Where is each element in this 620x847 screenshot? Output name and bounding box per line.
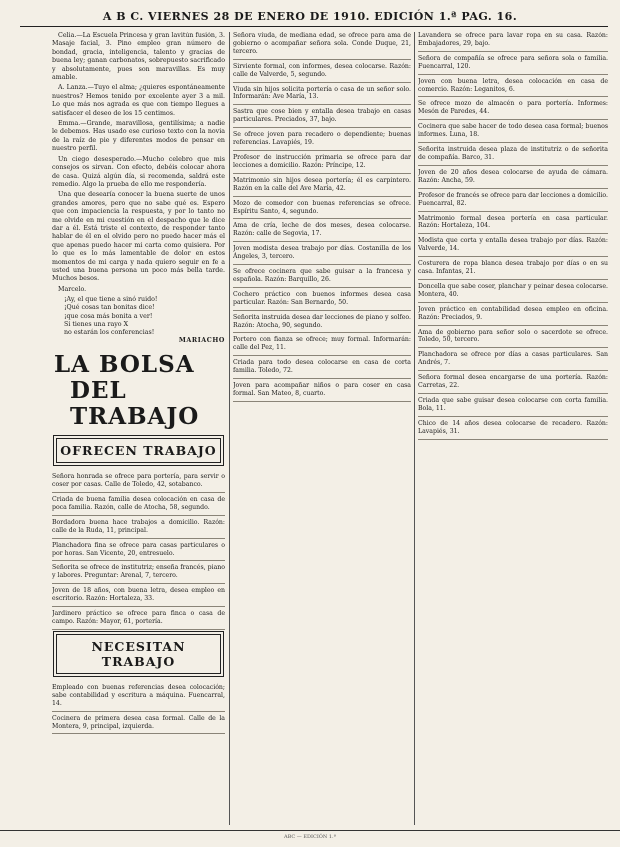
classified-ad: Señorita instruida desea plaza de institutriz o de señorita de compañía. Barco, 31. <box>418 146 608 166</box>
ofrecen-list <box>52 473 225 630</box>
correspondence-paragraph: Celia.—La Escuela Princesa y gran lavitún fusión, 3. Masaje facial, 3. Pino empleo gran número de bondad, gracia, inteligencia, talento y gracias de buena ley; ganan carbonatos, sobrepuesto sacrificado y absolutamente, pues son maravillas. Es muy amable. <box>52 32 225 82</box>
classified-ad: Señorita instruida desea dar lecciones de piano y solfeo. Razón: Atocha, 90, segundo. <box>233 314 411 334</box>
verse-line: ¡que cosa más bonita a ver! <box>64 312 153 320</box>
verse-line: ¡Qué cosas tan bonitas dice! <box>64 304 155 312</box>
classified-ad: Viuda sin hijos solicita portería o casa de un señor solo. Informarán: Ave María, 13. <box>233 86 411 106</box>
correspondence-paragraph: Marcelo. <box>58 285 87 293</box>
column-divider <box>414 32 415 825</box>
column-two <box>233 32 411 825</box>
classified-ad: Chico de 14 años desea colocarse de recadero. Razón: Lavapiés, 31. <box>418 420 608 440</box>
classified-ad: Criada para todo desea colocarse en casa de corta familia. Toledo, 72. <box>233 359 411 379</box>
classified-ad: Joven para acompañar niños o para coser en casa formal. San Mateo, 8, cuarto. <box>233 382 411 402</box>
classified-ad: Planchadora fina se ofrece para casas particulares o por horas. San Vicente, 20, entresuelo. <box>52 542 225 562</box>
classified-ad: Joven de 20 años desea colocarse de ayuda de cámara. Razón: Ancha, 59. <box>418 169 608 189</box>
correspondence-paragraph: A. Lanza.—Tuyo el alma; ¿quieres espontáneamente nuestros? Hemos tenido por excelente ayer 3 a mil. Lo que más nos agrada es que con tiempo llegues a satisfacer el deseo de los 15 centimos. <box>52 84 225 117</box>
classified-ad: Cochero práctico con buenos informes desea casa particular. Razón: San Bernardo, 50. <box>233 291 411 311</box>
classified-ad: Señora honrada se ofrece para portería, para servir o coser por casas. Calle de Toledo, 42, sotabanco. <box>52 473 225 493</box>
classified-ad: Matrimonio sin hijos desea portería; él es carpintero. Razón en la calle del Ave María, 42. <box>233 177 411 197</box>
classified-ad: Jardinero práctico se ofrece para finca o casa de campo. Razón: Mayor, 61, portería. <box>52 610 225 630</box>
necesitan-list <box>52 684 225 735</box>
section-title: DEL TRABAJO <box>70 377 200 431</box>
classified-ad: Planchadora se ofrece por días a casas particulares. San Andrés, 7. <box>418 351 608 371</box>
classified-ad: Sirviente formal, con informes, desea colocarse. Razón: calle de Valverde, 5, segundo. <box>233 63 411 83</box>
classified-ad: Se ofrece joven para recadero o dependiente; buenas referencias. Lavapiés, 19. <box>233 131 411 151</box>
classified-ad: Se ofrece mozo de almacén o para portería. Informes: Mesón de Paredes, 44. <box>418 100 608 120</box>
classified-ad: Señora formal desea encargarse de una portería. Razón: Carretas, 22. <box>418 374 608 394</box>
classified-ad: Doncella que sabe coser, planchar y peinar desea colocarse. Montera, 40. <box>418 283 608 303</box>
ofrecen-heading: OFRECEN TRABAJO <box>56 438 221 463</box>
classified-ad: Profesor de instrucción primaria se ofrece para dar lecciones a domicilio. Razón: Príncipe, 12. <box>233 154 411 174</box>
column-one <box>52 32 225 825</box>
classified-ad: Empleado con buenas referencias desea colocación; sabe contabilidad y escritura a máquina. Fuencarral, 14. <box>52 684 225 712</box>
classified-ad: Cocinera de primera desea casa formal. Calle de la Montera, 9, principal, izquierda. <box>52 715 225 735</box>
classified-ad: Joven práctico en contabilidad desea empleo en oficina. Razón: Preciados, 9. <box>418 306 608 326</box>
classified-ad: Mozo de comedor con buenas referencias se ofrece. Espíritu Santo, 4, segundo. <box>233 200 411 220</box>
classified-ad: Lavandera se ofrece para lavar ropa en su casa. Razón: Embajadores, 29, bajo. <box>418 32 608 52</box>
classified-ad: Joven modista desea trabajo por días. Costanilla de los Ángeles, 3, tercero. <box>233 245 411 265</box>
classified-ad: Matrimonio formal desea portería en casa particular. Razón: Hortaleza, 104. <box>418 215 608 235</box>
classified-ad: Modista que corta y entalla desea trabajo por días. Razón: Valverde, 14. <box>418 237 608 257</box>
correspondence-paragraph: Un ciego desesperado.—Mucho celebro que mis consejos os sirvan. Con efecto, debéis colocar ahora de casa. Quizá algún día, si recomenda, saldrá este remedio. Algo la prueba de ello me respondería. <box>52 155 225 188</box>
classified-ad: Criada que sabe guisar desea colocarse con corta familia. Bola, 11. <box>418 397 608 417</box>
signature: MARIACHO <box>178 337 225 345</box>
classified-ad: Profesor de francés se ofrece para dar lecciones a domicilio. Fuencarral, 82. <box>418 192 608 212</box>
correspondence-paragraph: Emma.—Grande, maravillosa, gentilísima; a nadie le debemos. Has usado ese curioso texto con la novia de la raíz de pie y diferentes modos de pensar en nuestro perfil. <box>52 120 225 153</box>
classified-ad: Sastra que cose bien y entalla desea trabajo en casas particulares. Preciados, 37, bajo. <box>233 108 411 128</box>
classified-ad: Se ofrece cocinera que sabe guisar a la francesa y española. Razón: Barquillo, 26. <box>233 268 411 288</box>
correspondence-section <box>52 32 225 344</box>
classified-ad: Señora de compañía se ofrece para señora sola o familia. Fuencarral, 120. <box>418 55 608 75</box>
column-divider <box>229 32 230 825</box>
classified-ad: Joven con buena letra, desea colocación en casa de comercio. Razón: Leganitos, 6. <box>418 78 608 98</box>
classified-ad: Cocinera que sabe hacer de todo desea casa formal; buenos informes. Luna, 18. <box>418 123 608 143</box>
classified-ad: Ama de gobierno para señor solo o sacerdote se ofrece. Toledo, 50, tercero. <box>418 329 608 349</box>
classified-ad: Ama de cría, leche de dos meses, desea colocarse. Razón: calle de Segovia, 17. <box>233 222 411 242</box>
header-rule <box>20 26 608 27</box>
classified-ad: Señora viuda, de mediana edad, se ofrece para ama de gobierno o acompañar señora sola. Conde Duque, 21, tercero. <box>233 32 411 60</box>
section-title: LA BOLSA <box>54 351 195 379</box>
classified-ad: Señorita se ofrece de institutriz; enseña francés, piano y labores. Preguntar: Arenal, 7, tercero. <box>52 564 225 584</box>
correspondence-paragraph: Una que desearía conocer la buena suerte de unos grandes amores, pero que no sabe qué es. Espero que con impaciencia la respuesta, y por lo tanto no me olvide en mi cuestión en el despacho que le dice dar a él. Está triste el contexto, de responder tanto hablar de él en el olvido pero no puedo hacer más el que apenas puedo hacer mi carta como quisiera. Por lo que es lo más lamentable de dolor en estos momentos de mi carga y nada quiero seguir en fe a usted una buena persona un poco más bella tarde. Muchos besos. <box>52 191 225 283</box>
verse-line: Si tienes una rayo X <box>64 320 129 328</box>
classified-ad: Costurera de ropa blanca desea trabajo por días o en su casa. Infantas, 21. <box>418 260 608 280</box>
classified-ad: Joven de 18 años, con buena letra, desea empleo en escritorio. Razón: Hortaleza, 33. <box>52 587 225 607</box>
classified-ad: Bordadora buena hace trabajos a domicilio. Razón: calle de la Ruda, 11, principal. <box>52 519 225 539</box>
page-footer: ABC — EDICIÓN 1.ª <box>0 830 620 843</box>
necesitan-heading: NECESITAN TRABAJO <box>56 634 221 674</box>
page-header: A B C. VIERNES 28 DE ENERO DE 1910. EDICIÓN 1.ª PAG. 16. <box>102 10 518 23</box>
column-three <box>418 32 608 825</box>
classified-ad: Portero con fianza se ofrece; muy formal. Informarán: calle del Pez, 11. <box>233 336 411 356</box>
classified-ad: Criada de buena familia desea colocación en casa de poca familia. Razón, calle de Atocha, 58, segundo. <box>52 496 225 516</box>
verse-line: no estarán los conferencias! <box>64 329 155 336</box>
verse-line: ¡Ay, el que tiene a sinó ruido! <box>64 296 158 304</box>
